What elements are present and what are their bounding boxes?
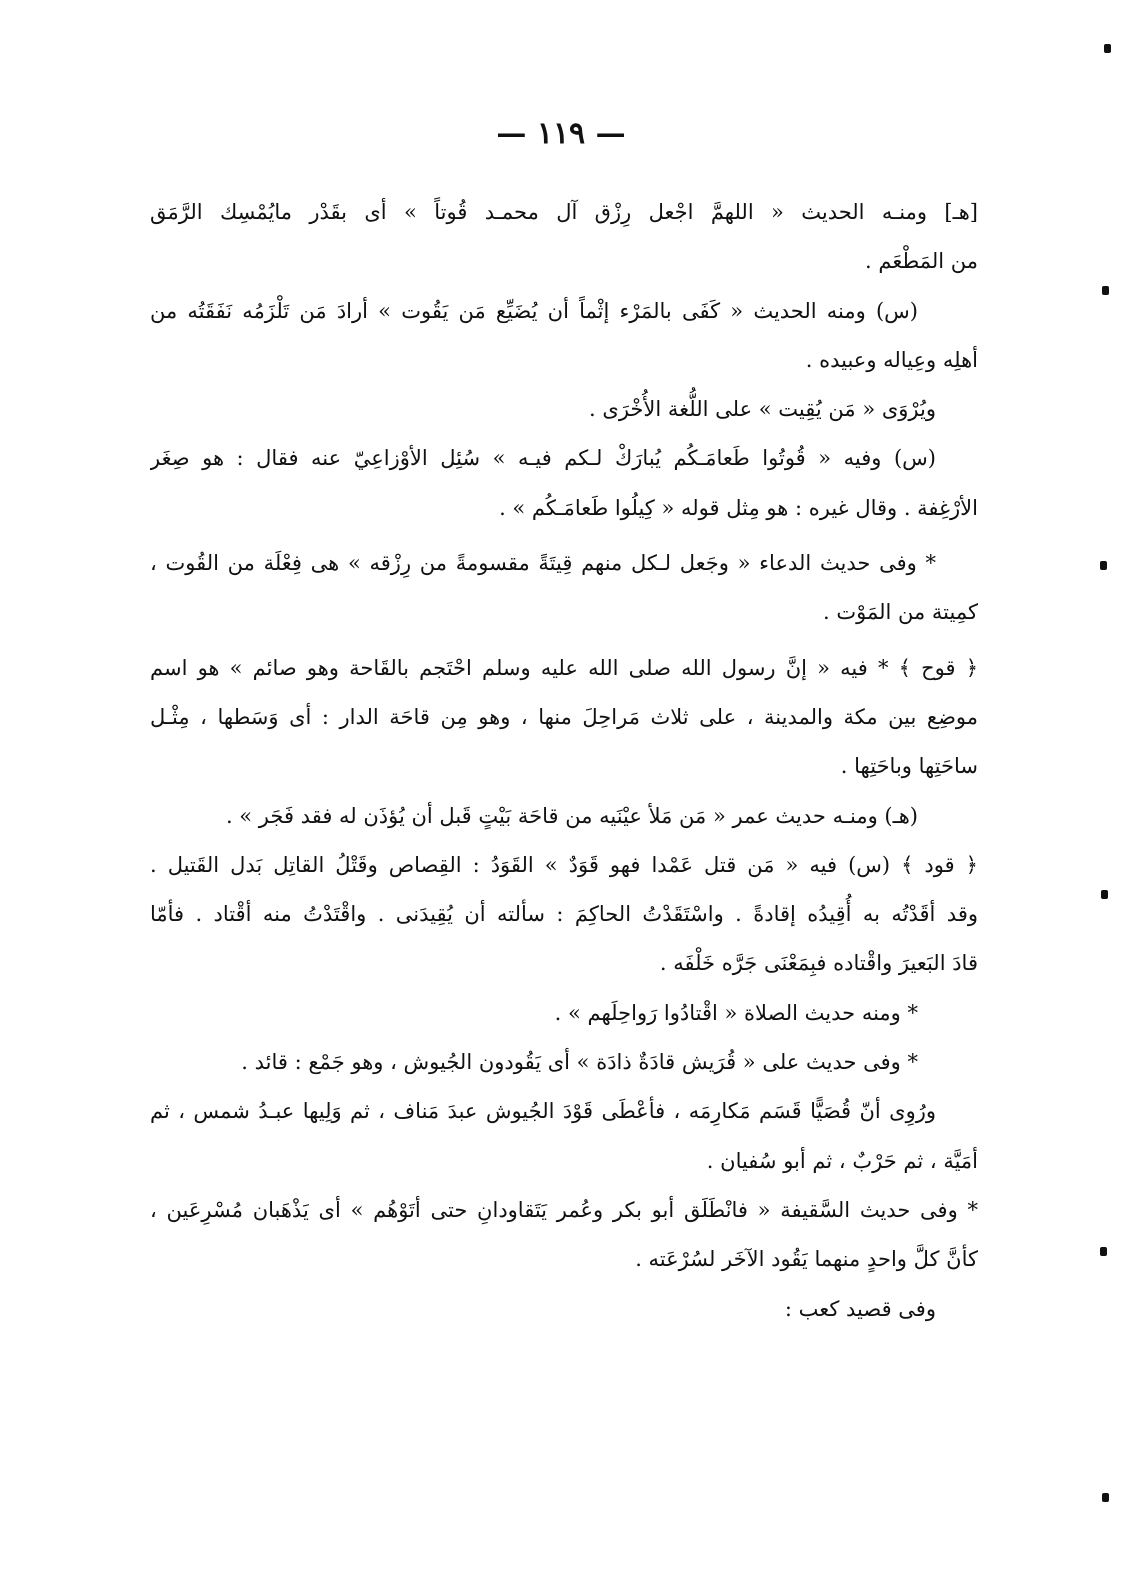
text-line: * وفى حديث على « قُرَيش قادَةٌ ذادَة » أى يَقُودون الجُيوش ، وهو جَمْع : قائد .	[241, 1050, 918, 1075]
text-line: ﴿ قوح ﴾ * فيه « إنَّ رسول الله صلى الله عليه وسلم احْتَجم بالقَاحة وهو صائم » هو اسم	[150, 655, 978, 680]
text-line: وفى قصيد كعب :	[784, 1296, 936, 1321]
scan-margin-mark	[1101, 890, 1108, 899]
scan-margin-mark	[1102, 1493, 1109, 1502]
text-line: كأنَّ كلَّ واحدٍ منهما يَقُود الآخَر لسُرْعَته .	[635, 1247, 978, 1272]
text-line: ساحَتِها وباحَتِها .	[840, 754, 978, 779]
text-line: ورُوِى أنّ قُصَيًّا قَسَم مَكارِمَه ، فأعْطَى قَوْدَ الجُيوش عبدَ مَناف ، ثم وَلِيها عبـدُ شمس ، ثم	[150, 1099, 936, 1124]
text-line: [هـ] ومنـه الحديث « اللهمَّ اجْعل رِزْق آل محمـد قُوتاً » أى بقَدْر مايُمْسِك الرَّمَق	[150, 200, 978, 224]
scan-margin-mark	[1100, 561, 1107, 570]
text-line: * ومنه حديث الصلاة « اقْتادُوا رَواحِلَهم » .	[554, 1000, 918, 1025]
main-text	[150, 188, 978, 1334]
text-line: موضِع بين مكة والمدينة ، على ثلاث مَراحِلَ منها ، وهو مِن قاحَة الدار : أى وَسَطها ، مِثْـل	[150, 704, 978, 729]
text-line: (س) وفيه « قُوتُوا طَعامَـكُم يُبارَكْ لـكم فيـه » سُئِل الأوْزاعِيّ عنه فقال : هو صِغَر	[150, 446, 936, 471]
page-number: — ١١٩ —	[496, 116, 626, 151]
text-line: ﴿ قود ﴾ (س) فيه « مَن قتل عَمْدا فهو قَوَدٌ » القَوَدُ : القِصاص وقَتْلُ القاتِل بَدل القَتيل .	[150, 852, 978, 877]
text-line: الأرْغِفة . وقال غيره : هو مِثل قوله « كِيلُوا طَعامَـكُم » .	[499, 495, 978, 520]
text-line: * وفى حديث الدعاء « وجَعل لـكل منهم قِيتَةً مقسومةً من رِزْقه » هى فِعْلَة من القُوت ،	[150, 551, 936, 576]
text-line: ويُرْوَى « مَن يُقِيت » على اللُّغة الأُخْرَى .	[589, 397, 936, 422]
text-line: أمَيَّة ، ثم حَرْبٌ ، ثم أبو سُفيان .	[706, 1148, 978, 1173]
text-line: من المَطْعَم .	[865, 249, 978, 274]
scan-margin-mark	[1100, 1247, 1107, 1256]
text-line: وقد أقَدْتُه به أُقِيدُه إقادةً . واسْتَقَدْتُ الحاكِمَ : سألته أن يُقِيدَنى . واقْتَدْتُ منه أقْتاد . فأمّا	[150, 902, 978, 927]
scan-margin-mark	[1102, 286, 1109, 295]
scan-margin-mark	[1104, 44, 1111, 53]
text-line: * وفى حديث السَّقيفة « فانْطَلَق أبو بكر وعُمر يَتَقاودانِ حتى أتَوْهُم » أى يَذْهَبان مُسْرِعَين ،	[150, 1197, 978, 1222]
text-line: كمِيتة من المَوْت .	[823, 600, 978, 625]
text-line: أهلِه وعِياله وعبيده .	[805, 347, 978, 372]
text-line: (هـ) ومنـه حديث عمر « مَن مَلأ عيْنَيه من قاحَة بَيْتٍ قَبل أن يُؤذَن له فقد فَجَر » .	[225, 803, 918, 828]
text-line: (س) ومنه الحديث « كَفَى بالمَرْء إثْماً أن يُضَيِّع مَن يَقُوت » أرادَ مَن تَلْزَمُه نَفَقَتُه من	[150, 298, 918, 323]
text-line: قادَ البَعيرَ واقْتاده فبِمَعْنَى جَرَّه خَلْفَه .	[659, 951, 978, 976]
